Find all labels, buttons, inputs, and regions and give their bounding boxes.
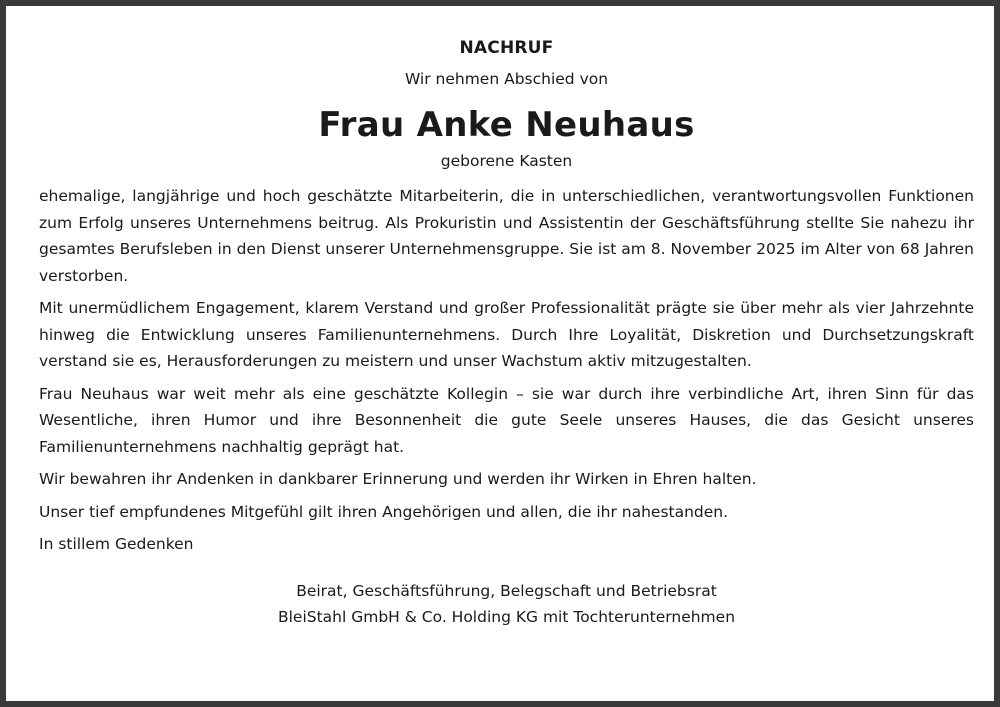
maiden-name: geborene Kasten (440, 152, 573, 170)
notice-content (39, 36, 974, 630)
body-paragraph: Mit unermüdlichem Engagement, klarem Verstand und großer Professionalität prägte sie über mehr als vier Jahrzehnte hinweg die Entwicklung unseres Familienunternehmens. Durch Ihre Loyalität, Diskretion und Durchsetzungskraft verstand sie es, Herausforderungen zu meistern und unser Wachstum aktiv mitzugestalten. (39, 299, 974, 370)
signature-block (39, 578, 974, 630)
signature-line: Beirat, Geschäftsführung, Belegschaft und Betriebsrat (296, 581, 717, 600)
closing-line: In stillem Gedenken (39, 535, 194, 553)
body-paragraph: Frau Neuhaus war weit mehr als eine geschätzte Kollegin – sie war durch ihre verbindliche Art, ihren Sinn für das Wesentliche, ihren Humor und ihre Besonnenheit die gute Seele unseres Hauses, die das Gesicht unseres Familienunternehmens nachhaltig geprägt hat. (39, 384, 974, 456)
notice-body (39, 183, 974, 558)
notice-intro: Wir nehmen Abschied von (404, 70, 609, 88)
signature-line: BleiStahl GmbH & Co. Holding KG mit Tochterunternehmen (277, 607, 736, 626)
body-paragraph: Unser tief empfundenes Mitgefühl gilt ihren Angehörigen und allen, die ihr nahestanden. (39, 502, 729, 521)
body-paragraph: ehemalige, langjährige und hoch geschätzte Mitarbeiterin, die in unterschiedlichen, verantwortungsvollen Funktionen zum Erfolg unseres Unternehmens beitrug. Als Prokuristin und Assistentin der Geschäftsführung stellte Sie nahezu ihr gesamtes Berufsleben in den Dienst unserer Unternehmensgruppe. Sie ist am 8. November 2025 im Alter von 68 Jahren verstorben. (39, 187, 974, 285)
deceased-name: Frau Anke Neuhaus (318, 105, 695, 145)
notice-heading: NACHRUF (459, 38, 554, 58)
body-paragraph: Wir bewahren ihr Andenken in dankbarer Erinnerung und werden ihr Wirken in Ehren halten. (39, 470, 757, 488)
